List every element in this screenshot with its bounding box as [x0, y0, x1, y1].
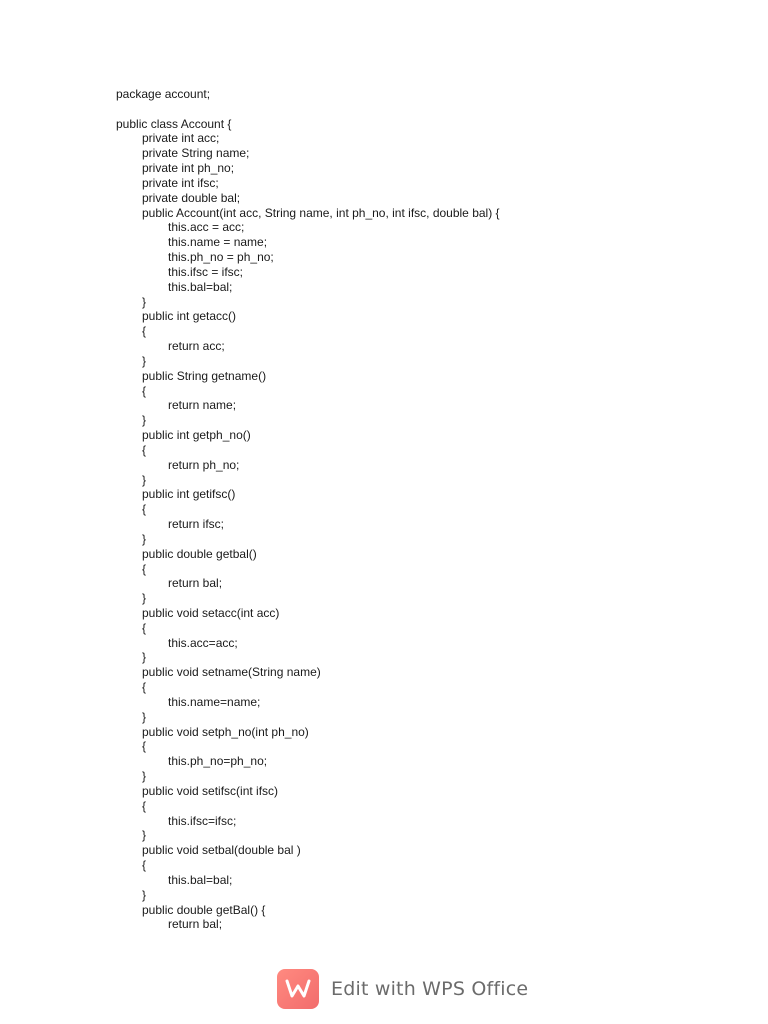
code-line: this.name = name;: [168, 235, 268, 250]
code-line: }: [142, 413, 147, 428]
code-line: this.acc = acc;: [168, 220, 245, 235]
code-line: private String name;: [142, 146, 250, 161]
code-line: }: [142, 472, 147, 487]
code-line: }: [142, 887, 147, 902]
code-listing: [116, 87, 500, 932]
code-line: }: [142, 531, 147, 546]
code-line: this.ifsc = ifsc;: [168, 264, 244, 279]
code-line: this.ph_no=ph_no;: [168, 754, 268, 769]
code-line: public void setifsc(int ifsc): [142, 783, 279, 798]
code-line: this.ifsc=ifsc;: [168, 813, 237, 828]
code-line: public class Account {: [116, 116, 232, 131]
code-line: {: [142, 798, 147, 813]
code-line: {: [142, 383, 147, 398]
code-line: return bal;: [168, 917, 223, 932]
code-line: return ifsc;: [168, 517, 225, 532]
code-line: }: [142, 828, 147, 843]
code-line: this.bal=bal;: [168, 872, 233, 887]
code-line: public int getph_no(): [142, 428, 251, 443]
edit-with-wps-button[interactable]: [277, 969, 528, 1009]
code-line: public int getacc(): [142, 309, 237, 324]
code-line: {: [142, 680, 147, 695]
code-line: public double getBal() {: [142, 902, 266, 917]
wps-label: Edit with WPS Office: [331, 978, 529, 1000]
code-line: public void setacc(int acc): [142, 605, 280, 620]
wps-logo-icon: [277, 969, 319, 1009]
code-line: {: [142, 561, 147, 576]
code-line: private double bal;: [142, 190, 241, 205]
code-line: }: [142, 769, 147, 784]
code-line: public String getname(): [142, 368, 267, 383]
code-line: [116, 102, 500, 117]
code-line: package account;: [116, 87, 211, 101]
code-line: {: [142, 739, 147, 754]
code-line: return name;: [168, 398, 237, 413]
code-line: }: [142, 353, 147, 368]
code-line: }: [142, 294, 147, 309]
code-line: public void setbal(double bal ): [142, 843, 301, 858]
code-line: {: [142, 442, 147, 457]
code-line: public void setname(String name): [142, 665, 321, 680]
code-line: public int getifsc(): [142, 487, 236, 502]
code-line: return bal;: [168, 576, 223, 591]
code-line: }: [142, 709, 147, 724]
code-line: {: [142, 858, 147, 873]
code-line: this.name=name;: [168, 694, 261, 709]
code-line: return acc;: [168, 339, 225, 354]
code-line: this.acc=acc;: [168, 635, 238, 650]
code-line: {: [142, 324, 147, 339]
code-line: this.bal=bal;: [168, 279, 233, 294]
code-line: public double getbal(): [142, 546, 257, 561]
code-line: public void setph_no(int ph_no): [142, 724, 309, 739]
code-line: return ph_no;: [168, 457, 240, 472]
code-line: {: [142, 502, 147, 517]
code-line: }: [142, 591, 147, 606]
code-line: private int ph_no;: [142, 161, 235, 176]
code-line: public Account(int acc, String name, int ph_no, int ifsc, double bal) {: [142, 205, 500, 220]
code-line: private int ifsc;: [142, 175, 219, 190]
code-line: private int acc;: [142, 131, 220, 146]
code-line: }: [142, 650, 147, 665]
code-line: this.ph_no = ph_no;: [168, 250, 274, 265]
code-line: {: [142, 620, 147, 635]
